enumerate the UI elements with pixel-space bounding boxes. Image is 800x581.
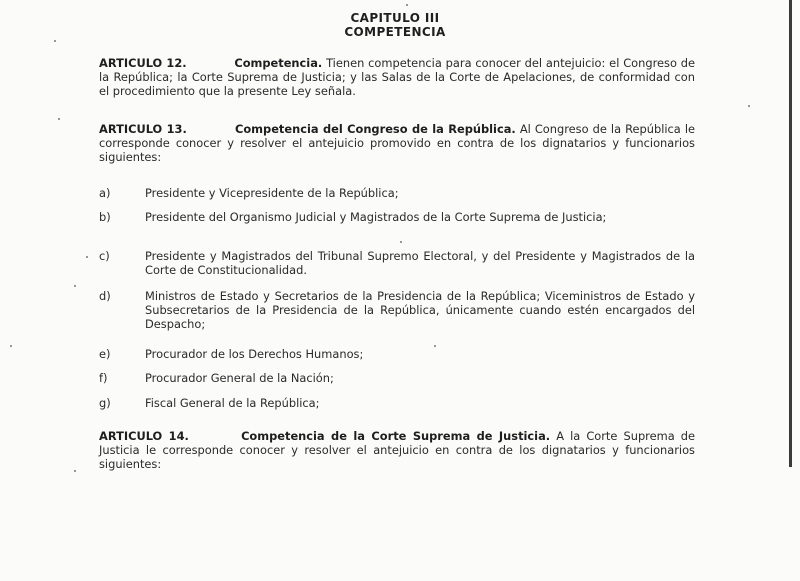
article-13-text: Al Congreso de la República le corresponde conocer y resolver el antejuicio promovido en contra de los dignatarios y funcionarios siguientes: [99, 122, 696, 165]
list-item-text: Presidente del Organismo Judicial y Magistrados de la Corte Suprema de Justicia; [145, 210, 607, 224]
list-item-text: Fiscal General de la República; [145, 396, 320, 410]
scan-speck [54, 40, 56, 42]
article-12-title: Competencia. [234, 56, 323, 70]
article-12-text: Tienen competencia para conocer del antejuicio: el Congreso de la República; la Corte Suprema de Justicia; y las Salas de la Corte de Apelaciones, de conformidad con el procedimiento que la presente Ley señala. [99, 56, 696, 99]
article-12 [99, 56, 695, 99]
article-14-label: ARTICULO 14. [99, 429, 189, 443]
scan-speck [748, 105, 750, 107]
article-12-label: ARTICULO 12. [99, 56, 187, 70]
scan-speck [86, 256, 88, 258]
chapter-title: CAPITULO III [350, 11, 440, 25]
list-item-text: Presidente y Vicepresidente de la República; [145, 186, 399, 200]
list-item-letter: d) [99, 289, 111, 303]
scan-speck [10, 345, 12, 347]
article-13-label: ARTICULO 13. [99, 122, 187, 136]
list-item-letter: g) [99, 396, 111, 410]
scan-speck [74, 285, 76, 287]
article-14-title: Competencia de la Corte Suprema de Justicia. [241, 429, 551, 443]
scan-speck [434, 345, 436, 347]
list-item-letter: e) [99, 347, 111, 361]
scan-speck [400, 241, 402, 243]
list-item-text: Procurador General de la Nación; [145, 371, 334, 385]
list-item-text: Procurador de los Derechos Humanos; [145, 347, 364, 361]
list-item-letter: f) [99, 371, 108, 385]
list-item-letter: b) [99, 210, 111, 224]
list-item-letter: c) [99, 249, 110, 263]
article-14-text: A la Corte Suprema de Justicia le corresponde conocer y resolver el antejuicio en contra de los dignatarios y funcionarios siguientes: [99, 429, 696, 472]
scan-speck [58, 118, 60, 120]
list-item-letter: a) [99, 186, 111, 200]
scan-edge-line [789, 0, 792, 467]
scan-speck [406, 4, 408, 6]
chapter-subtitle: COMPETENCIA [344, 25, 446, 39]
list-item-text: Ministros de Estado y Secretarios de la Presidencia de la República; Viceministros de Estado y Subsecretarios de la Presidencia de la República, únicamente cuando estén encargados del Despacho; [145, 289, 695, 332]
scan-speck [74, 470, 76, 472]
article-14 [99, 429, 695, 472]
article-13-title: Competencia del Congreso de la República. [234, 122, 516, 136]
list-item-text: Presidente y Magistrados del Tribunal Supremo Electoral, y del Presidente y Magistrados de la Corte de Constitucionalidad. [145, 249, 695, 278]
article-13 [99, 122, 695, 165]
